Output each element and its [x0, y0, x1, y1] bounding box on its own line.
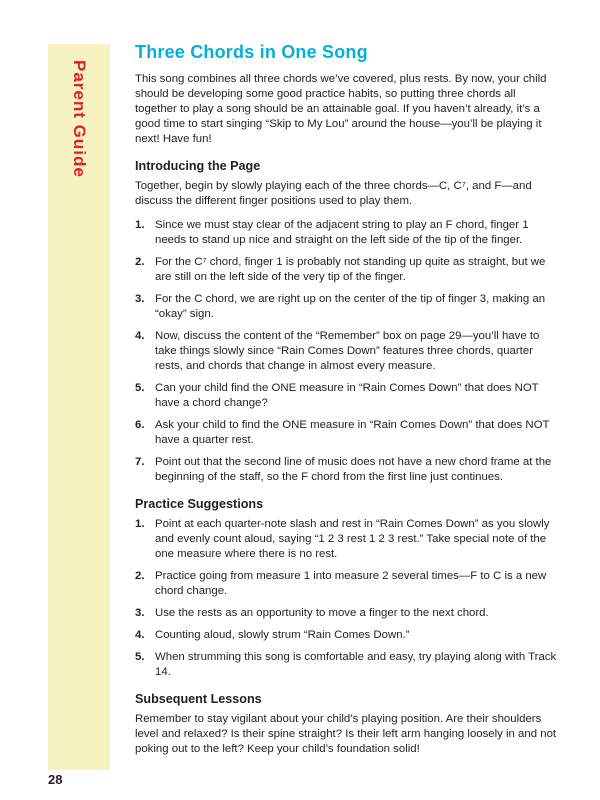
list-item-number: 4.	[135, 330, 145, 342]
list-item-text: For the C⁷ chord, finger 1 is probably not standing up quite as straight, but we are still on the left side of the very tip of the finger.	[155, 256, 546, 283]
list-item	[135, 292, 559, 322]
section-lead-paragraph: Together, begin by slowly playing each of the three chords—C, C⁷, and F—and discuss the different finger positions used to play them.	[135, 180, 532, 207]
introducing-list	[135, 218, 559, 485]
parent-guide-band	[48, 44, 110, 770]
list-item-text: Since we must stay clear of the adjacent string to play an F chord, finger 1 needs to stand up nice and straight on the left side of the tip of the finger.	[155, 219, 529, 246]
list-item	[135, 329, 559, 374]
list-item-number: 2.	[135, 570, 145, 582]
list-item-number: 1.	[135, 518, 145, 530]
list-item-number: 2.	[135, 256, 145, 268]
page-title: Three Chords in One Song	[135, 42, 368, 62]
list-item-number: 4.	[135, 629, 145, 641]
list-item-text: Point at each quarter-note slash and rest in “Rain Comes Down” as you slowly and evenly count aloud, saying “1 2 3 rest 1 2 3 rest.” Take special note of the one measure where there is no rest.	[155, 518, 550, 560]
intro-paragraph: This song combines all three chords we’ve covered, plus rests. By now, your child should be developing some good practice habits, so putting three chords all together to play a song should be an attainable goal. If you haven’t already, it’s a good time to start singing “Skip to My Lou” around the house—you’ll be playing it next! Have fun!	[135, 73, 547, 145]
page-number: 28	[48, 772, 63, 787]
subsequent-lessons-paragraph: Remember to stay vigilant about your child’s playing position. Are their shoulders level and relaxed? Is their spine straight? Is their left arm hanging loosely in and not poking out to the left? Keep your child’s foundation solid!	[135, 713, 557, 755]
list-item-number: 3.	[135, 293, 145, 305]
list-item-number: 5.	[135, 651, 145, 663]
list-item-text: Ask your child to find the ONE measure in “Rain Comes Down” that does NOT have a quarter rest.	[155, 419, 550, 446]
parent-guide-label: Parent Guide	[70, 60, 89, 178]
page-content	[135, 42, 559, 766]
list-item	[135, 418, 559, 448]
list-item-number: 1.	[135, 219, 145, 231]
list-item-number: 7.	[135, 456, 145, 468]
list-item	[135, 569, 559, 599]
list-item	[135, 255, 559, 285]
practice-list	[135, 517, 559, 680]
list-item-number: 5.	[135, 382, 145, 394]
list-item	[135, 517, 559, 562]
section-heading-subsequent-lessons: Subsequent Lessons	[135, 692, 262, 706]
list-item-text: Point out that the second line of music does not have a new chord frame at the beginning of the staff, so the F chord from the first line just continues.	[155, 456, 552, 483]
list-item	[135, 650, 559, 680]
list-item-text: Now, discuss the content of the “Remember” box on page 29—you’ll have to take things slowly since “Rain Comes Down” features three chords, quarter rests, and chords that change in almost every measure.	[155, 330, 540, 372]
list-item	[135, 218, 559, 248]
list-item-text: Can your child find the ONE measure in “Rain Comes Down” that does NOT have a chord change?	[155, 382, 539, 409]
list-item-number: 6.	[135, 419, 145, 431]
list-item-text: Practice going from measure 1 into measure 2 several times—F to C is a new chord change.	[155, 570, 547, 597]
list-item-text: Counting aloud, slowly strum “Rain Comes Down.”	[155, 629, 410, 641]
list-item-text: Use the rests as an opportunity to move a finger to the next chord.	[155, 607, 489, 619]
list-item	[135, 606, 559, 621]
list-item	[135, 455, 559, 485]
section-heading-practice-suggestions: Practice Suggestions	[135, 497, 264, 511]
list-item-text: When strumming this song is comfortable and easy, try playing along with Track 14.	[155, 651, 557, 678]
list-item	[135, 381, 559, 411]
list-item-text: For the C chord, we are right up on the center of the tip of finger 3, making an “okay” sign.	[155, 293, 546, 320]
section-heading-introducing-the-page: Introducing the Page	[135, 159, 261, 173]
list-item-number: 3.	[135, 607, 145, 619]
list-item	[135, 628, 559, 643]
